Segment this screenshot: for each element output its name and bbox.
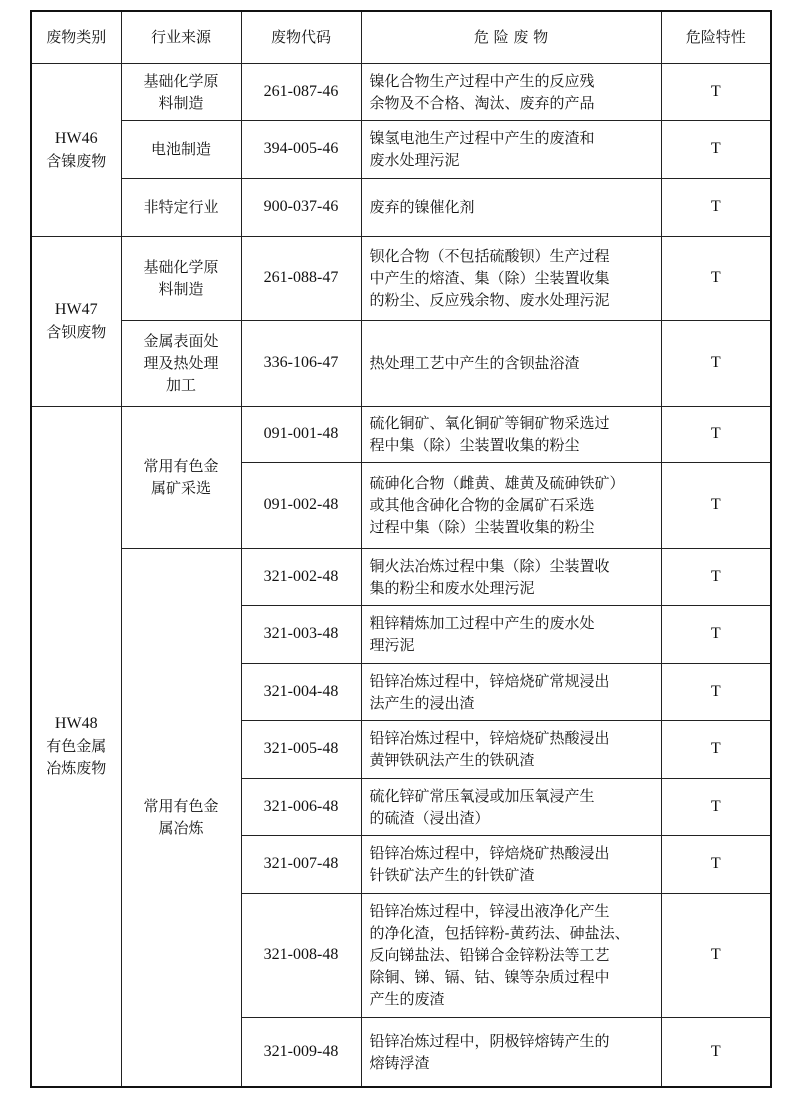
waste-description: 镍氢电池生产过程中产生的废渣和 废水处理污泥	[361, 120, 661, 178]
hazard-property: T	[661, 720, 771, 778]
industry-line: 加工	[165, 376, 196, 394]
hazardous-waste-table	[30, 10, 772, 1088]
category-name: 有色金属	[46, 737, 107, 756]
waste-description: 铅锌冶炼过程中，锌焙烧矿热酸浸出 黄钾铁矾法产生的铁矾渣	[361, 720, 661, 778]
hazard-property: T	[661, 605, 771, 663]
hazard-property: T	[661, 462, 771, 548]
header-property: 危险特性	[661, 11, 771, 63]
hazard-property: T	[661, 663, 771, 720]
waste-description: 铜火法冶炼过程中集（除）尘装置收 集的粉尘和废水处理污泥	[361, 548, 661, 605]
industry-cell	[121, 236, 241, 320]
hazard-property: T	[661, 63, 771, 120]
waste-code: 321-009-48	[241, 1017, 361, 1087]
table-row	[31, 236, 771, 320]
hazard-property: T	[661, 320, 771, 406]
header-row	[31, 11, 771, 63]
hazard-property: T	[661, 120, 771, 178]
waste-description: 铅锌冶炼过程中，锌焙烧矿常规浸出 法产生的浸出渣	[361, 663, 661, 720]
industry-line: 理及热处理	[143, 354, 219, 372]
category-hw48	[31, 406, 121, 1087]
category-hw47	[31, 236, 121, 406]
industry-cell	[121, 406, 241, 548]
hazard-property: T	[661, 1017, 771, 1087]
waste-description: 硫化铜矿、氧化铜矿等铜矿物采选过 程中集（除）尘装置收集的粉尘	[361, 406, 661, 462]
industry-line: 常用有色金	[143, 797, 219, 816]
industry-line: 料制造	[158, 280, 204, 298]
waste-description: 铅锌冶炼过程中，阴极锌熔铸产生的 熔铸浮渣	[361, 1017, 661, 1087]
waste-code: 321-005-48	[241, 720, 361, 778]
hazard-property: T	[661, 236, 771, 320]
waste-description: 粗锌精炼加工过程中产生的废水处 理污泥	[361, 605, 661, 663]
industry-line: 属矿采选	[150, 479, 211, 497]
industry-line: 料制造	[158, 93, 204, 112]
waste-code: 321-006-48	[241, 778, 361, 835]
hazard-property: T	[661, 893, 771, 1017]
hazard-property: T	[661, 178, 771, 236]
waste-description: 废弃的镍催化剂	[361, 178, 661, 236]
waste-description: 铅锌冶炼过程中，锌浸出液净化产生 的净化渣，包括锌粉-黄药法、砷盐法、 反向锑盐法、铅锑合金锌粉法等工艺 除铜、锑、镉、钴、镍等杂质过程中 产生的废渣	[361, 893, 661, 1017]
waste-description: 硫砷化合物（雌黄、雄黄及硫砷铁矿） 或其他含砷化合物的金属矿石采选 过程中集（除）尘装置收集的粉尘	[361, 462, 661, 548]
header-waste: 危 险 废 物	[361, 11, 661, 63]
category-code: HW48	[54, 715, 98, 733]
waste-code: 321-002-48	[241, 548, 361, 605]
waste-code: 321-007-48	[241, 835, 361, 893]
waste-description: 钡化合物（不包括硫酸钡）生产过程 中产生的熔渣、集（除）尘装置收集 的粉尘、反应残余物、废水处理污泥	[361, 236, 661, 320]
category-hw46	[31, 63, 121, 236]
industry-cell	[121, 320, 241, 406]
table-row	[31, 63, 771, 120]
industry-line: 基础化学原	[143, 71, 219, 90]
table-row	[31, 120, 771, 178]
industry-line: 基础化学原	[143, 258, 219, 276]
category-name: 含镍废物	[46, 151, 107, 170]
hazard-property: T	[661, 835, 771, 893]
waste-code: 091-001-48	[241, 406, 361, 462]
category-code: HW47	[54, 301, 98, 318]
header-category: 废物类别	[31, 11, 121, 63]
industry-cell: 非特定行业	[121, 178, 241, 236]
waste-description: 硫化锌矿常压氧浸或加压氧浸产生 的硫渣（浸出渣）	[361, 778, 661, 835]
waste-code: 261-088-47	[241, 236, 361, 320]
industry-line: 金属表面处	[143, 332, 219, 350]
industry-cell	[121, 63, 241, 120]
waste-description: 镍化合物生产过程中产生的反应残 余物及不合格、淘汰、废弃的产品	[361, 63, 661, 120]
table-row	[31, 548, 771, 605]
waste-code: 336-106-47	[241, 320, 361, 406]
category-name: 含钡废物	[46, 323, 107, 341]
waste-code: 261-087-46	[241, 63, 361, 120]
hazard-property: T	[661, 548, 771, 605]
waste-description: 铅锌冶炼过程中，锌焙烧矿热酸浸出 针铁矿法产生的针铁矿渣	[361, 835, 661, 893]
table-row	[31, 178, 771, 236]
industry-line: 属冶炼	[158, 819, 204, 838]
industry-cell: 电池制造	[121, 120, 241, 178]
table-row	[31, 406, 771, 462]
header-industry: 行业来源	[121, 11, 241, 63]
table-row	[31, 320, 771, 406]
waste-code: 321-003-48	[241, 605, 361, 663]
waste-code: 900-037-46	[241, 178, 361, 236]
waste-code: 394-005-46	[241, 120, 361, 178]
industry-line: 常用有色金	[143, 457, 219, 475]
waste-code: 091-002-48	[241, 462, 361, 548]
industry-cell	[121, 548, 241, 1087]
waste-code: 321-004-48	[241, 663, 361, 720]
hazard-property: T	[661, 778, 771, 835]
category-name: 冶炼废物	[46, 759, 107, 778]
hazard-property: T	[661, 406, 771, 462]
category-code: HW46	[54, 129, 98, 147]
header-code: 废物代码	[241, 11, 361, 63]
waste-description: 热处理工艺中产生的含钡盐浴渣	[361, 320, 661, 406]
waste-code: 321-008-48	[241, 893, 361, 1017]
